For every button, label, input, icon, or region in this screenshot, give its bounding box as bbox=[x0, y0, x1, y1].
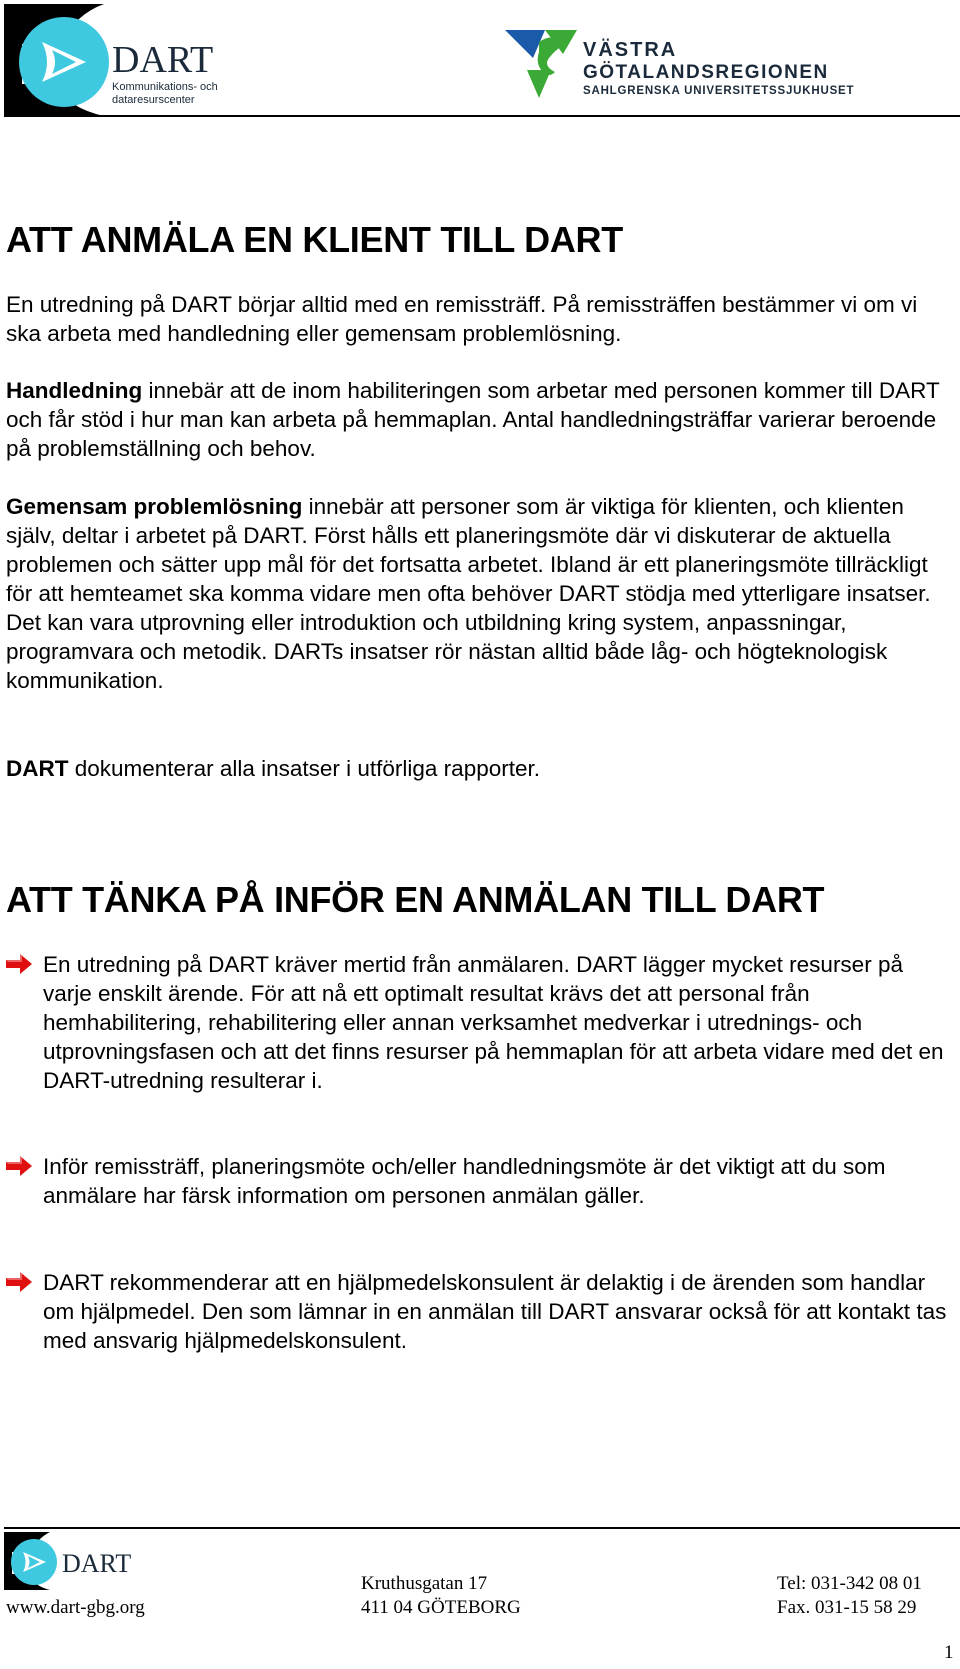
list-item bbox=[6, 1152, 956, 1210]
dart-logo-name: DART bbox=[112, 39, 214, 81]
page-number: 1 bbox=[944, 1642, 954, 1663]
dart-logo-line2: dataresurscenter bbox=[112, 94, 195, 106]
footer-dart-logo bbox=[4, 1532, 136, 1590]
documentation-text: dokumenterar alla insatser i utförliga rapporter. bbox=[68, 756, 540, 781]
vgr-logo bbox=[505, 28, 905, 108]
intro-paragraph: En utredning på DART börjar alltid med en remissträff. På remissträffen bestämmer vi om vi ska arbeta med handledning eller gemensam problemlösning. bbox=[6, 292, 918, 346]
arrow-bullet-icon bbox=[6, 1272, 32, 1292]
handledning-text: innebär att de inom habiliteringen som arbetar med personen kommer till DART och får stöd i hur man kan arbeta på hemmaplan. Antal handledningsträffar varierar beroende på problemställning och behov. bbox=[6, 378, 940, 461]
fax: Fax. 031-15 58 29 bbox=[777, 1597, 917, 1618]
street-address: Kruthusgatan 17 bbox=[361, 1573, 488, 1594]
arrow-bullet-icon bbox=[6, 954, 32, 974]
bullet-text: Inför remissträff, planeringsmöte och/eller handledningsmöte är det viktigt att du som anmälare har färsk information om personen anmälan gäller. bbox=[43, 1154, 886, 1208]
bullet-text: DART rekommenderar att en hjälpmedelskonsulent är delaktig i de ärenden som handlar om hjälpmedel. Den som lämnar in en anmälan till DART ansvarar också för att kontakt tas med ansvarig hjälpmedelskonsulent. bbox=[43, 1270, 947, 1353]
documentation-paragraph bbox=[6, 754, 956, 783]
list-item bbox=[6, 950, 956, 1095]
arrow-bullet-icon bbox=[6, 1156, 32, 1176]
vgr-logo-line3: SAHLGRENSKA UNIVERSITETSSJUKHUSET bbox=[583, 85, 855, 97]
header-divider bbox=[4, 115, 960, 117]
problemlosning-paragraph bbox=[6, 492, 956, 695]
footer-logo-name: DART bbox=[62, 1549, 132, 1578]
section1-heading: ATT ANMÄLA EN KLIENT TILL DART bbox=[6, 219, 623, 260]
bullet-text: En utredning på DART kräver mertid från anmälaren. DART lägger mycket resurser på varje enskilt ärende. För att nå ett optimalt resultat krävs det att personal från hemhabilitering, rehabilitering eller annan verksamhet medverkar i utrednings- och utprovningsfasen och att det finns resurser på hemmaplan för att arbeta vidare med det en DART-utredning resulterar i. bbox=[43, 952, 944, 1093]
list-item bbox=[6, 1268, 956, 1355]
problemlosning-term: Gemensam problemlösning bbox=[6, 494, 303, 519]
section2-heading: ATT TÄNKA PÅ INFÖR EN ANMÄLAN TILL DART bbox=[6, 879, 825, 920]
handledning-paragraph bbox=[6, 376, 956, 463]
vgr-logo-line1: VÄSTRA bbox=[583, 39, 678, 61]
problemlosning-text: innebär att personer som är viktiga för klienten, och klienten själv, deltar i arbetet på DART. Först hålls ett planeringsmöte där vi diskuterar de aktuella problemen och sätter upp mål för det fortsatta arbetet. Ibland är ett planeringsmöte tillräckligt för att hemteamet ska komma vidare men ofta behöver DART stödja med ytterligare insatser. Det kan vara utprovning eller introduktion och utbildning kring system, anpassningar, programvara och metodik. DARTs insatser rör nästan alltid både låg- och högteknologisk kommunikation. bbox=[6, 494, 931, 693]
website-link[interactable]: www.dart-gbg.org bbox=[6, 1597, 145, 1618]
telephone: Tel: 031-342 08 01 bbox=[777, 1573, 922, 1594]
page-header bbox=[0, 0, 960, 120]
footer-divider bbox=[4, 1527, 960, 1529]
vgr-logo-line2: GÖTALANDSREGIONEN bbox=[583, 62, 829, 83]
dart-logo bbox=[4, 4, 244, 116]
city-address: 411 04 GÖTEBORG bbox=[361, 1597, 521, 1618]
documentation-term: DART bbox=[6, 756, 69, 781]
handledning-term: Handledning bbox=[6, 378, 143, 403]
dart-logo-line1: Kommunikations- och bbox=[112, 81, 218, 93]
